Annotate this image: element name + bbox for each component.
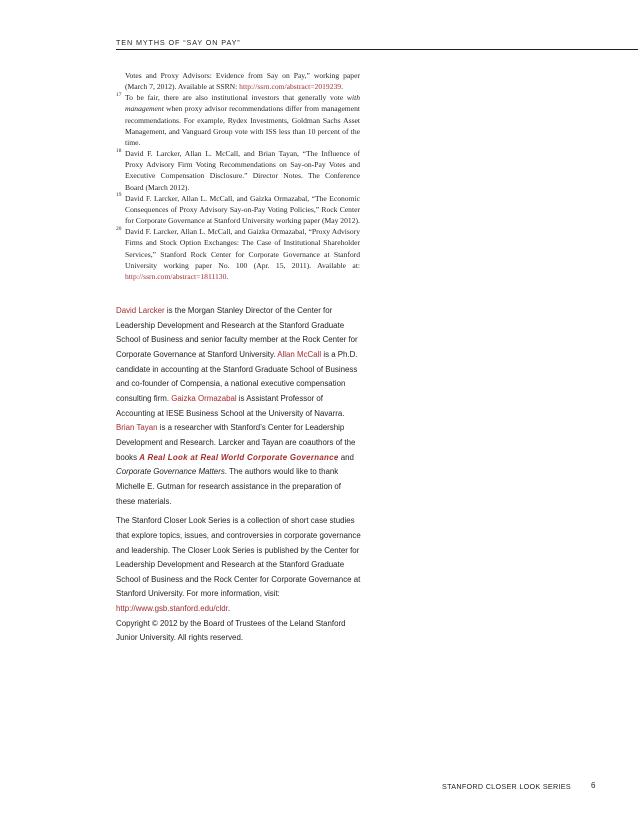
series-end: . — [227, 604, 231, 614]
book-title: A Real Look at Real World Corporate Governance — [139, 452, 339, 462]
endnote-20-link[interactable]: http://ssrn.com/abstract=1811130 — [125, 271, 227, 281]
running-head-title: TEN MYTHS OF “SAY ON PAY” — [116, 38, 241, 47]
copyright-notice: Copyright © 2012 by the Board of Trustees of the Leland Stanford Junior University. All rights reserved. — [116, 618, 346, 643]
endnote-20-text: David F. Larcker, Allan L. McCall, and Gaizka Ormazabal, “Proxy Advisory Firms and Stock Option Exchanges: The Case of Institutional Shareholder Services,” Stanford Rock Center for Corporate Governance at Stanford University working paper No. 100 (Apr. 15, 2011). Available at: — [125, 227, 360, 270]
endnote-20-end: . — [226, 271, 229, 281]
endnote-18-text: David F. Larcker, Allan L. McCall, and Brian Tayan, “The Influence of Proxy Advisory Firm Voting Recommendations on Say-on-Pay Votes and Executive Compensation Disclosure.” Director Notes. The Conference Board (March 2012). — [125, 149, 360, 192]
endnotes — [116, 70, 360, 282]
endnote-16-end: . — [341, 82, 344, 92]
author-name: Allan McCall — [277, 349, 322, 359]
author-bios — [116, 304, 361, 646]
author-name: Brian Tayan — [116, 423, 158, 433]
author-name: Gaizka Ormazabal — [171, 393, 237, 403]
bio-text: is a researcher with Stanford’s Center for Leadership Development and Research. Larcker and Tayan are coauthors of the books — [116, 423, 356, 462]
series-description — [116, 514, 361, 617]
endnote-16-link[interactable]: http://ssrn.com/abstract=2019239 — [239, 82, 342, 92]
bio-text: and — [338, 452, 354, 462]
bio-paragraph — [116, 304, 361, 509]
endnote-17-text-a: To be fair, there are also institutional investors that generally vote — [125, 93, 347, 103]
endnote-17-emphasis: with management — [125, 93, 360, 114]
endnote-20 — [116, 226, 360, 282]
series-link[interactable]: http://www.gsb.stanford.edu/cldr — [116, 604, 228, 614]
page-number: 6 — [591, 781, 596, 790]
endnote-number: 17 — [116, 91, 122, 98]
endnote-19 — [116, 193, 360, 226]
footer-series-name: STANFORD CLOSER LOOK SERIES — [442, 782, 571, 791]
endnote-number: 18 — [116, 147, 122, 154]
endnote-17 — [116, 92, 360, 148]
endnote-16-continued — [116, 70, 360, 92]
series-text: The Stanford Closer Look Series is a collection of short case studies that explore topics, issues, and controversies in corporate governance and leadership. The Closer Look Series is published by the Center for Leadership Development and Research at the Stanford Graduate School of Business and the Rock Center for Corporate Governance at Stanford University. For more information, visit: — [116, 516, 361, 599]
bio-text: is a Ph.D. candidate in accounting at the Stanford Graduate School of Business and co-founder of Compensia, a national executive compensation consulting firm. — [116, 349, 358, 403]
author-name: David Larcker — [116, 306, 165, 315]
endnote-16-text: Votes and Proxy Advisors: Evidence from Say on Pay,” working paper (March 7, 2012). Available at SSRN: — [125, 71, 360, 92]
bio-text: is the Morgan Stanley Director of the Center for Leadership Development and Research at the Stanford Graduate School of Business and senior faculty member at the Rock Center for Corporate Governance at Stanford University. — [116, 306, 358, 359]
bio-text: . The authors would like to thank Michelle E. Gutman for research assistance in the preparation of these materials. — [116, 467, 341, 506]
endnote-number: 20 — [116, 225, 122, 232]
endnote-19-text: David F. Larcker, Allan L. McCall, and Gaizka Ormazabal, “The Economic Consequences of Proxy Advisory Say-on-Pay Voting Policies,” Rock Center for Corporate Governance at Stanford University working paper (May 2012). — [125, 193, 360, 226]
endnote-number: 19 — [116, 192, 122, 199]
book-title: Corporate Governance Matters — [116, 467, 225, 477]
endnote-17-text-b: when proxy advisor recommendations differ from management recommendations. For example, Rydex Investments, Goldman Sachs Asset Management, and Vanguard Group vote with ISS less than 10 percent of the time. — [125, 104, 360, 147]
bio-text: is Assistant Professor of Accounting at IESE Business School at the University of Navarra. — [116, 393, 345, 418]
header-divider — [116, 49, 638, 50]
endnote-18 — [116, 148, 360, 193]
